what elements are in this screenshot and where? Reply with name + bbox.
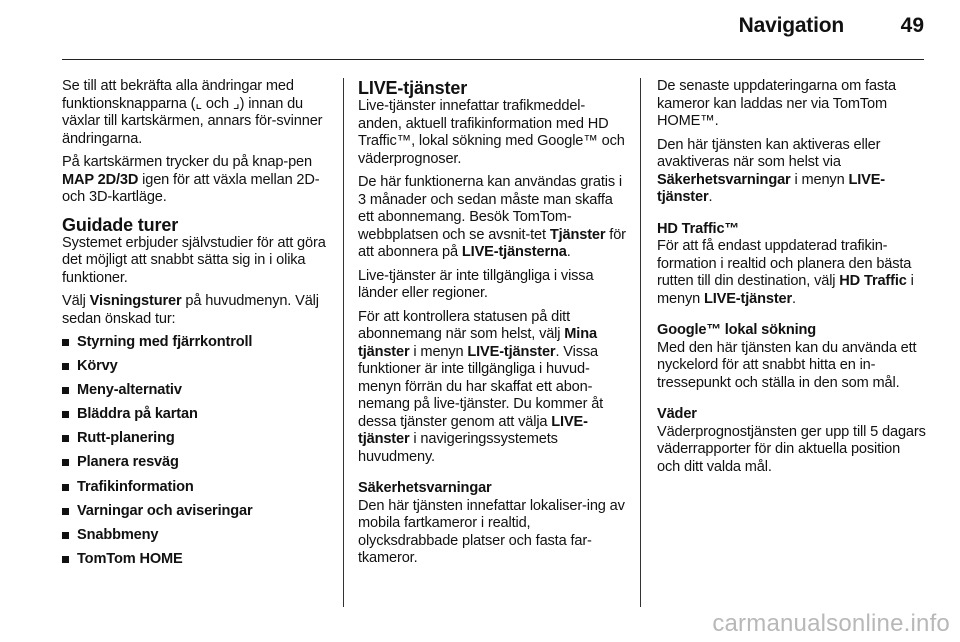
text: . (708, 189, 713, 205)
text: . (792, 290, 796, 307)
back-key-icon: ⌟ (232, 95, 240, 112)
bullet-icon (62, 411, 69, 418)
list-item-label: Snabbmeny (77, 526, 159, 543)
list-item (62, 551, 332, 569)
paragraph-camera-updates: De senaste uppdateringarna om fasta kameror kan laddas ner via TomTom HOME™. (657, 78, 896, 129)
list-item-label: Planera resväg (77, 454, 179, 471)
heading-guided-tours: Guidade turer (62, 214, 179, 235)
paragraph-subscription (358, 174, 626, 262)
bullet-icon (62, 339, 69, 346)
heading-safety-warnings: Säkerhetsvarningar (358, 480, 492, 496)
list-item (62, 527, 332, 545)
bullet-icon (62, 387, 69, 394)
list-item-label: Körvy (77, 358, 118, 375)
column-left (62, 78, 332, 575)
list-item (62, 382, 332, 400)
text: Välj (62, 293, 90, 309)
text: och (202, 95, 233, 112)
paragraph-google-local-search: Med den här tjänsten kan du använda ett nyckelord för att snabbt hitta en in-tressepunkt och ställa in den som mål. (657, 339, 917, 391)
text: för att abonnera på (358, 226, 626, 260)
text: Se till att bekräfta alla ändringar med funktionsknapparna ( (62, 78, 294, 112)
list-item (62, 503, 332, 521)
menu-item-label: LIVE-tjänster (467, 343, 556, 360)
menu-item-label: Visningsturer (89, 293, 182, 309)
header-rule (62, 59, 924, 60)
text: ) innan du växlar till kartskärmen, annars för-svinner ändringarna. (62, 95, 323, 147)
bullet-icon (62, 508, 69, 515)
list-item (62, 358, 332, 376)
menu-item-label: Tjänster (549, 226, 606, 243)
text: på huvudmenyn. Välj sedan önskad tur: (62, 293, 319, 327)
paragraph-activate-warnings (657, 137, 927, 207)
paragraph-confirm-changes (62, 78, 332, 148)
text: igen för att växla mellan 2D- och 3D-kartläge. (62, 171, 320, 205)
menu-item-label: HD Traffic (839, 273, 907, 289)
column-divider-2 (640, 78, 641, 607)
menu-item-label: Säkerhetsvarningar (657, 171, 791, 188)
menu-item-label: LIVE-tjänster (358, 413, 588, 447)
page-number: 49 (900, 14, 924, 37)
paragraph-map-2d3d (62, 154, 332, 207)
text: . (566, 244, 571, 260)
watermark: carmanualsonline.info (712, 610, 950, 637)
column-right (657, 78, 927, 482)
paragraph-live-intro: Live-tjänster innefattar trafikmeddel-anden, aktuell trafikinformation med HD Traffic™, lokal sökning med Google™ och väderprognoser. (358, 98, 625, 167)
menu-item-label: LIVE-tjänster (703, 290, 793, 307)
text: För att få endast uppdaterad trafikin-formation i realtid och planera den bästa rutten till din destination, välj (657, 238, 912, 289)
column-divider-1 (343, 78, 344, 607)
text: På kartskärmen trycker du på knap-pen (62, 154, 312, 170)
heading-weather: Väder (657, 406, 697, 422)
menu-item-label: LIVE-tjänsterna (461, 244, 567, 260)
tour-list (62, 334, 332, 568)
list-item (62, 406, 332, 424)
section-title: Navigation (738, 14, 844, 37)
list-item-label: Trafikinformation (77, 478, 194, 495)
list-item-label: Styrning med fjärrkontroll (77, 334, 253, 350)
text: . Vissa funktioner är inte tillgängliga i huvud-menyn förrän du har skaffat ett abon-nemang på live-tjänster. Du kommer åt dessa tjänster genom att välja (358, 343, 604, 430)
text: Den här tjänsten kan aktiveras eller avaktiveras när som helst via (657, 136, 881, 170)
bullet-icon (62, 484, 69, 491)
bullet-icon (62, 435, 69, 442)
text: För att kontrollera statusen på ditt abonnemang när som helst, välj (358, 308, 570, 342)
confirm-key-icon: ⌞ (195, 95, 202, 112)
menu-item-label: Mina tjänster (358, 326, 597, 360)
list-item-label: Rutt-planering (77, 430, 175, 447)
bullet-icon (62, 459, 69, 466)
list-item (62, 479, 332, 497)
list-item-label: TomTom HOME (77, 550, 183, 567)
heading-hd-traffic: HD Traffic™ (657, 220, 739, 237)
heading-google-local-search: Google™ lokal sökning (657, 322, 817, 338)
paragraph-status (358, 309, 626, 467)
bullet-icon (62, 556, 69, 563)
paragraph-availability: Live-tjänster är inte tillgängliga i vissa länder eller regioner. (358, 267, 594, 301)
paragraph-weather: Väderprognostjänsten ger upp till 5 dagars väderrapporter för din aktuella position och ditt valda mål. (657, 423, 926, 475)
text: De här funktionerna kan användas gratis i 3 månader och sedan måste man skaffa ett abonnemang. Besök TomTom-webbplatsen och se avsnit-tet (358, 174, 622, 243)
text: i menyn (657, 273, 914, 307)
text: i menyn (409, 343, 468, 360)
list-item-label: Bläddra på kartan (77, 406, 198, 423)
heading-live-services: LIVE-tjänster (358, 78, 468, 98)
paragraph-hd-traffic (657, 238, 927, 308)
list-item-label: Varningar och aviseringar (77, 502, 253, 519)
page-header (0, 0, 960, 60)
bullet-icon (62, 532, 69, 539)
text: i navigeringssystemets huvudmeny. (358, 431, 558, 465)
list-item (62, 430, 332, 448)
paragraph-tours-intro: Systemet erbjuder självstudier för att göra det möjligt att snabbt sätta sig in i olika funktioner. (62, 234, 326, 286)
bullet-icon (62, 363, 69, 370)
list-item (62, 334, 332, 352)
menu-item-label: LIVE-tjänster (657, 171, 885, 205)
column-middle (358, 78, 626, 574)
list-item (62, 454, 332, 472)
map-2d3d-button-label: MAP 2D/3D (62, 171, 139, 188)
list-item-label: Meny-alternativ (77, 382, 182, 399)
text: i menyn (790, 171, 849, 188)
paragraph-select-tour (62, 293, 332, 328)
paragraph-safety-warnings: Den här tjänsten innefattar lokaliser-ing av mobila fartkameror i realtid, olycksdrabbade platser och fasta far-tkameror. (358, 497, 625, 566)
